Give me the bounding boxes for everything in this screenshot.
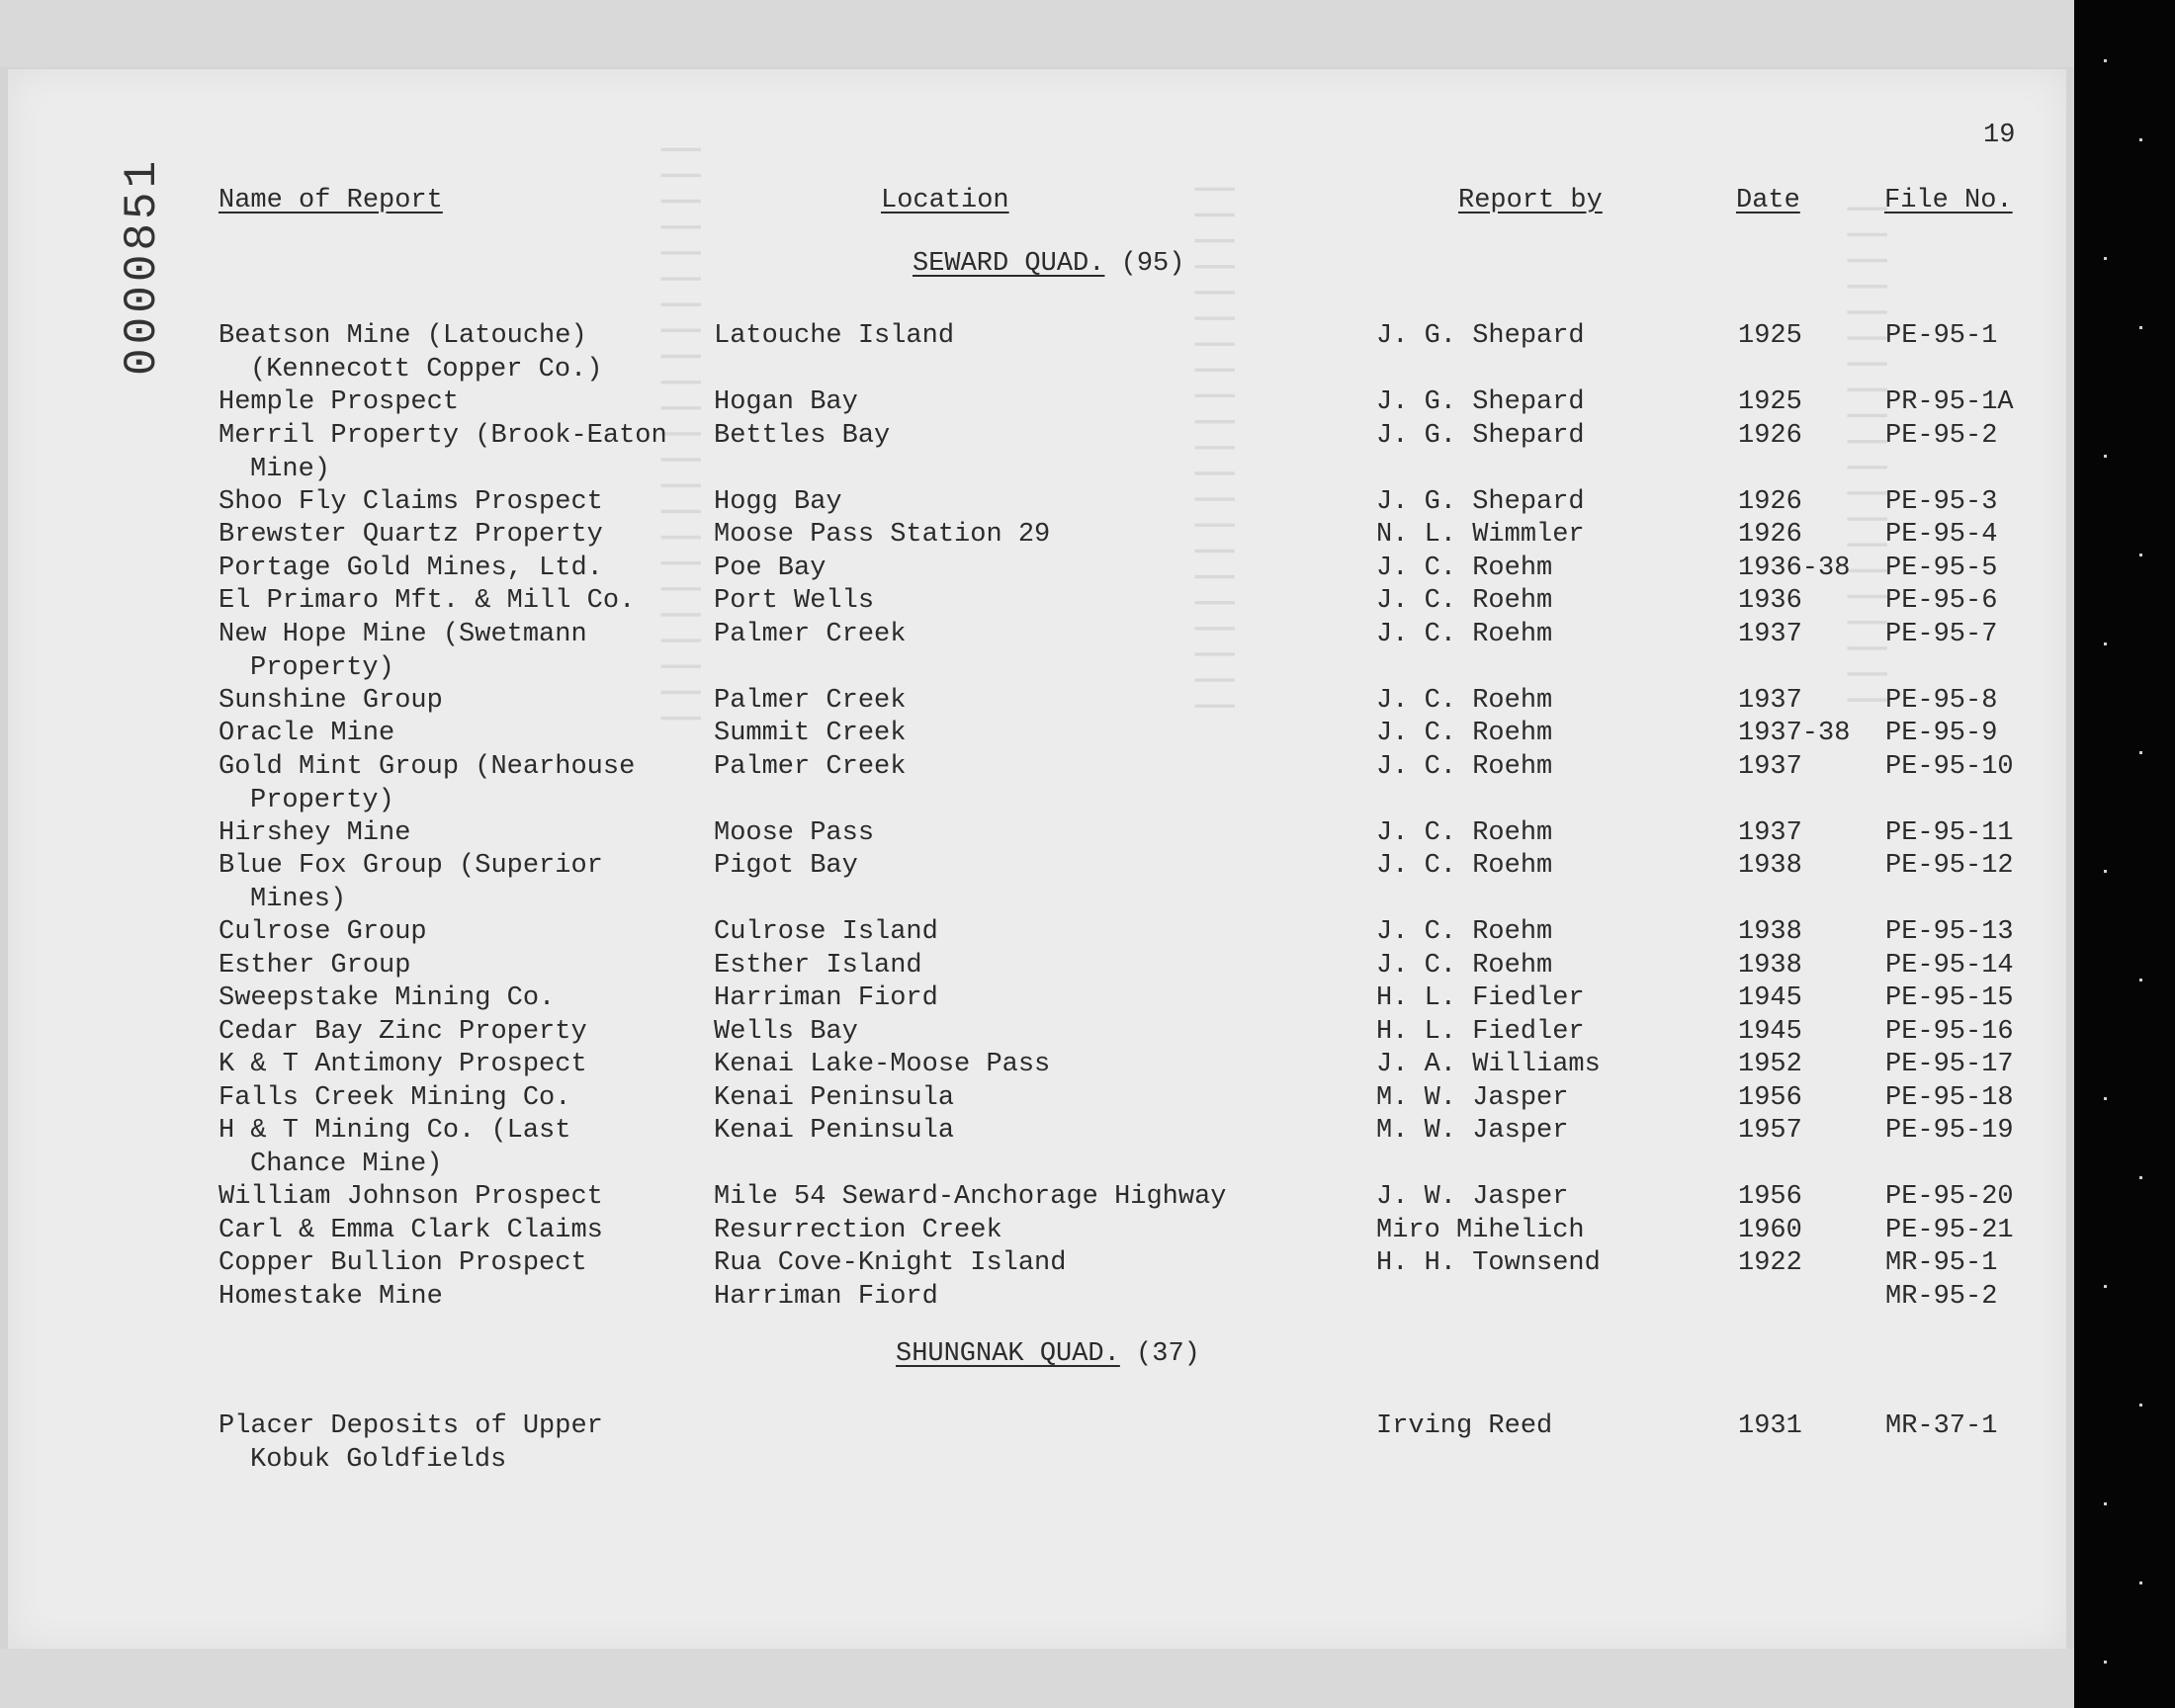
report-location: Hogan Bay [714, 387, 858, 417]
show-through-text: ▏▏▏▏▏▏▏▏▏▏▏▏▏▏▏▏▏▏▏▏▏▏▏ [661, 148, 698, 743]
report-name [218, 915, 427, 949]
report-date: 1937 [1738, 685, 1802, 716]
report-name [218, 949, 410, 982]
report-author: J. C. Roehm [1376, 917, 1553, 947]
report-date: 1957 [1738, 1116, 1802, 1146]
report-author: J. C. Roehm [1376, 619, 1553, 649]
report-name-line: K & T Antimony Prospect [218, 1050, 587, 1079]
report-date: 1945 [1738, 1016, 1802, 1047]
report-author: J. G. Shepard [1376, 420, 1585, 451]
section-title: SHUNGNAK QUAD. [896, 1339, 1120, 1369]
report-name-line: Portage Gold Mines, Ltd. [218, 553, 603, 583]
report-name-line: Hirshey Mine [218, 817, 411, 848]
report-author: J. C. Roehm [1376, 950, 1553, 981]
report-date: 1926 [1738, 520, 1802, 550]
report-author: Miro Mihelich [1376, 1215, 1585, 1245]
report-file-no: PE-95-1 [1885, 321, 1998, 351]
scan-speck [2139, 1404, 2142, 1407]
report-name-line: Shoo Fly Claims Prospect [218, 486, 603, 517]
report-name-line: H & T Mining Co. (Last [218, 1116, 571, 1146]
report-name-line: Falls Creek Mining Co. [218, 1082, 571, 1113]
header-location: Location [881, 186, 1009, 215]
report-file-no: PE-95-21 [1885, 1215, 2014, 1245]
scan-speck [2104, 1285, 2107, 1288]
report-date: 1945 [1738, 983, 1802, 1013]
header-date: Date [1736, 186, 1800, 215]
report-name-line: Esther Group [218, 950, 411, 981]
report-file-no: PE-95-14 [1885, 950, 2014, 981]
report-date: 1925 [1738, 387, 1802, 417]
section-code: (95) [1120, 249, 1185, 279]
report-name [218, 618, 587, 685]
report-author: J. W. Jasper [1376, 1182, 1569, 1212]
report-date: 1937-38 [1738, 719, 1851, 748]
report-name-line: Placer Deposits of Upper [218, 1411, 603, 1441]
report-date: 1937 [1738, 619, 1802, 649]
report-location: Wells Bay [714, 1016, 858, 1047]
scan-top-margin [0, 0, 2074, 67]
report-date: 1925 [1738, 321, 1802, 351]
scan-bottom-margin [0, 1649, 2074, 1708]
report-location: Poe Bay [714, 553, 826, 583]
scan-speck [2104, 1097, 2107, 1100]
report-name-line: Sunshine Group [218, 685, 443, 716]
report-location: Hogg Bay [714, 486, 842, 517]
report-author: J. C. Roehm [1376, 685, 1553, 716]
report-file-no: PE-95-4 [1885, 520, 1998, 550]
section-heading [913, 249, 1184, 279]
report-name [218, 1015, 587, 1049]
report-author: J. G. Shepard [1376, 321, 1585, 351]
scan-speck [2139, 138, 2142, 141]
report-file-no: PE-95-16 [1885, 1016, 2014, 1047]
report-name [218, 1409, 603, 1477]
report-name-line: Blue Fox Group (Superior [218, 851, 603, 881]
report-date: 1922 [1738, 1248, 1802, 1278]
report-location: Rua Cove-Knight Island [714, 1248, 1067, 1278]
report-name [218, 1081, 570, 1115]
show-through-text: ▏▏▏▏▏▏▏▏▏▏▏▏▏▏▏▏▏▏▏▏ [1848, 208, 1884, 725]
report-date: 1960 [1738, 1215, 1802, 1245]
scan-speck [2104, 59, 2107, 62]
report-date: 1936 [1738, 586, 1802, 616]
report-file-no: PE-95-6 [1885, 586, 1998, 616]
report-location: Port Wells [714, 586, 875, 616]
report-file-no: MR-37-1 [1885, 1411, 1998, 1441]
report-date: 1956 [1738, 1082, 1802, 1113]
report-name [218, 419, 667, 486]
report-name [218, 518, 603, 552]
report-location: Culrose Island [714, 917, 938, 947]
scan-speck [2139, 751, 2142, 754]
report-name [218, 1214, 603, 1247]
report-name-line: Carl & Emma Clark Claims [218, 1215, 603, 1245]
report-file-no: MR-95-2 [1885, 1281, 1998, 1312]
report-name [218, 1280, 443, 1314]
report-author: J. C. Roehm [1376, 817, 1553, 848]
scan-right-margin [2074, 0, 2175, 1708]
report-file-no: PE-95-8 [1885, 685, 1998, 716]
report-location: Kenai Peninsula [714, 1116, 955, 1146]
report-date: 1926 [1738, 486, 1802, 517]
report-location: Latouche Island [714, 321, 955, 351]
report-name-continuation: Kobuk Goldfields [250, 1445, 507, 1475]
report-name [218, 684, 443, 718]
report-date: 1956 [1738, 1182, 1802, 1212]
report-name-continuation: Mine) [250, 454, 331, 484]
report-file-no: PE-95-18 [1885, 1082, 2014, 1113]
scan-speck [2139, 326, 2142, 329]
report-location: Harriman Fiord [714, 1281, 938, 1312]
report-file-no: PR-95-1A [1885, 387, 2014, 417]
report-date: 1938 [1738, 917, 1802, 947]
report-file-no: PE-95-3 [1885, 486, 1998, 517]
report-name-line: Copper Bullion Prospect [218, 1248, 587, 1278]
report-name [218, 385, 459, 419]
report-name [218, 1246, 587, 1280]
report-name-continuation: Mines) [250, 885, 347, 914]
scan-speck [2139, 979, 2142, 982]
scan-speck [2139, 1176, 2142, 1179]
report-author: J. C. Roehm [1376, 586, 1553, 616]
report-name-line: Hemple Prospect [218, 387, 460, 417]
report-file-no: PE-95-5 [1885, 553, 1998, 583]
report-author: J. A. Williams [1376, 1050, 1601, 1079]
report-date: 1937 [1738, 817, 1802, 848]
header-name-of-report: Name of Report [218, 186, 443, 215]
page-number: 19 [1983, 121, 2016, 150]
report-file-no: PE-95-15 [1885, 983, 2014, 1013]
report-location: Resurrection Creek [714, 1215, 1002, 1245]
report-file-no: MR-95-1 [1885, 1248, 1998, 1278]
report-name-continuation: Property) [250, 785, 394, 815]
section-title: SEWARD QUAD. [913, 249, 1105, 279]
header-report-by: Report by [1458, 186, 1603, 215]
report-location: Harriman Fiord [714, 983, 938, 1013]
report-author: H. H. Townsend [1376, 1248, 1601, 1278]
report-name-line: Homestake Mine [218, 1281, 443, 1312]
report-location: Pigot Bay [714, 851, 858, 881]
report-name [218, 982, 555, 1015]
report-author: J. C. Roehm [1376, 553, 1553, 583]
scan-speck [2104, 257, 2107, 260]
report-file-no: PE-95-10 [1885, 751, 2014, 782]
report-author: J. C. Roehm [1376, 851, 1553, 881]
report-file-no: PE-95-12 [1885, 851, 2014, 881]
report-location: Esther Island [714, 950, 922, 981]
scan-speck [2104, 870, 2107, 873]
report-date: 1936-38 [1738, 553, 1851, 583]
report-author: Irving Reed [1376, 1411, 1553, 1441]
report-date: 1931 [1738, 1411, 1802, 1441]
report-date: 1938 [1738, 851, 1802, 881]
report-name [218, 485, 603, 519]
scan-speck [2139, 554, 2142, 556]
report-date: 1937 [1738, 751, 1802, 782]
report-location: Palmer Creek [714, 619, 907, 649]
report-location: Moose Pass Station 29 [714, 520, 1051, 550]
report-name-line: El Primaro Mft. & Mill Co. [218, 586, 636, 616]
report-location: Kenai Peninsula [714, 1082, 955, 1113]
report-author: H. L. Fiedler [1376, 1016, 1585, 1047]
report-name [218, 1048, 587, 1081]
side-stamp-number: 0000851 [117, 156, 168, 376]
report-author: J. G. Shepard [1376, 486, 1585, 517]
scan-speck [2104, 642, 2107, 645]
section-code: (37) [1136, 1339, 1200, 1369]
report-name [218, 319, 602, 386]
report-author: M. W. Jasper [1376, 1082, 1569, 1113]
report-location: Palmer Creek [714, 685, 907, 716]
report-name [218, 1180, 603, 1214]
report-author: J. C. Roehm [1376, 719, 1553, 748]
report-name-line: Brewster Quartz Property [218, 520, 603, 550]
report-author: J. C. Roehm [1376, 751, 1553, 782]
report-author: J. G. Shepard [1376, 387, 1585, 417]
report-file-no: PE-95-9 [1885, 719, 1998, 748]
report-name-continuation: Property) [250, 652, 394, 683]
report-location: Bettles Bay [714, 420, 891, 451]
report-name [218, 816, 410, 850]
report-name [218, 552, 603, 585]
report-name [218, 584, 635, 618]
report-name [218, 1114, 570, 1181]
report-file-no: PE-95-20 [1885, 1182, 2014, 1212]
report-location: Moose Pass [714, 817, 875, 848]
header-file-no: File No. [1884, 186, 2013, 215]
section-heading [896, 1339, 1200, 1369]
report-name-line: Merril Property (Brook-Eaton [218, 420, 667, 451]
show-through-text: ▏▏▏▏▏▏▏▏▏▏▏▏▏▏▏▏▏▏▏▏▏ [1195, 188, 1232, 731]
scan-speck [2139, 1581, 2142, 1584]
report-name-line: Gold Mint Group (Nearhouse [218, 751, 636, 782]
report-location: Palmer Creek [714, 751, 907, 782]
report-author: N. L. Wimmler [1376, 520, 1585, 550]
report-location: Kenai Lake-Moose Pass [714, 1050, 1051, 1079]
report-name [218, 750, 635, 817]
report-name-continuation: Chance Mine) [250, 1150, 443, 1179]
report-name-line: Cedar Bay Zinc Property [218, 1016, 587, 1047]
report-file-no: PE-95-2 [1885, 420, 1998, 451]
report-author: M. W. Jasper [1376, 1116, 1569, 1146]
report-location: Mile 54 Seward-Anchorage Highway [714, 1182, 1227, 1212]
report-name-line: New Hope Mine (Swetmann [218, 619, 587, 649]
report-file-no: PE-95-7 [1885, 619, 1998, 649]
report-file-no: PE-95-17 [1885, 1050, 2014, 1079]
report-file-no: PE-95-11 [1885, 817, 2014, 848]
report-name [218, 849, 603, 916]
report-name-line: Sweepstake Mining Co. [218, 983, 556, 1013]
report-author: H. L. Fiedler [1376, 983, 1585, 1013]
report-date: 1952 [1738, 1050, 1802, 1079]
scan-speck [2104, 1502, 2107, 1505]
report-name [218, 717, 394, 750]
report-name-continuation: (Kennecott Copper Co.) [250, 355, 603, 384]
scan-speck [2104, 455, 2107, 458]
report-name-line: Beatson Mine (Latouche) [218, 321, 587, 351]
report-location: Summit Creek [714, 719, 907, 748]
report-name-line: Oracle Mine [218, 719, 395, 748]
report-date: 1938 [1738, 950, 1802, 981]
report-name-line: Culrose Group [218, 917, 427, 947]
report-file-no: PE-95-13 [1885, 917, 2014, 947]
report-file-no: PE-95-19 [1885, 1116, 2014, 1146]
report-date: 1926 [1738, 420, 1802, 451]
report-name-line: William Johnson Prospect [218, 1182, 603, 1212]
scan-speck [2104, 1661, 2107, 1664]
